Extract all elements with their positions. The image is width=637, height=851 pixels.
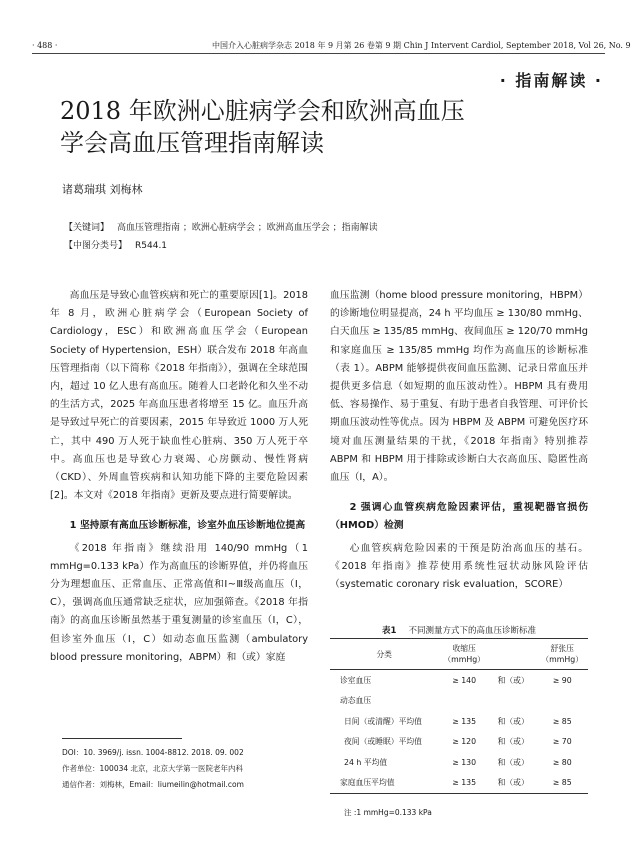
table-cell: 诊室血压 — [340, 675, 372, 685]
paragraph: 《2018 年指南》继续沿用 140/90 mmHg（1 mmHg=0.133 kPa）作为高血压的诊断界值，并仍将血压分为理想血压、正常血压、正常高值和Ⅰ~Ⅲ级高血压（Ⅰ，C），强调高血压通常缺乏症状，应加强筛查。《2018 年指南》的高血压诊断虽然基于重复测量的诊室血压（Ⅰ，C），但诊室外血压（Ⅰ，C）如动态血压监测（ambulatory blood pressure monitoring，ABPM）和（或）家庭 — [50, 542, 308, 663]
correspondence: 通信作者：刘梅林，Email：liumeilin@hotmail.com — [62, 780, 244, 789]
table-row — [330, 691, 588, 712]
table-cell: ≥ 85 — [536, 773, 588, 794]
table-cell: 24 h 平均值 — [344, 757, 388, 767]
table-row — [330, 773, 588, 794]
table-note: 注 :1 mmHg=0.133 kPa — [344, 808, 432, 817]
footnotes — [62, 745, 244, 793]
section-heading-1: 1 坚持原有高血压诊断标准，诊室外血压诊断地位提高 — [69, 520, 306, 532]
clc-label: 【中图分类号】 — [64, 241, 128, 251]
table-cell: 和（或） — [490, 773, 536, 794]
left-column — [50, 287, 308, 667]
right-column — [330, 287, 588, 594]
paragraph: 高血压是导致心血管疾病和死亡的重要原因[1]。2018 年 8 月，欧洲心脏病学会（European Society of Cardiology，ESC）和欧洲高血压学会（European Society of Hypertension，ESH）联合发布 2018 年高血压管理指南（以下简称《2018 年指南》），强调在全球范围内，超过 10 亿人患有高血压。随着人口老龄化和久坐不动的生活方式，2025 年高血压患者将增至 15 亿。血压升高是导致过早死亡的首要因素，2015 年导致近 1000 万人死亡，其中 490 万人死于缺血性心脏病、350 万人死于卒中。高血压也是导致心力衰竭、心房颤动、慢性肾病（CKD）、外周血管疾病和认知功能下降的主要危险因素[2]。本文对《2018 年指南》更新及要点进行简要解读。 — [50, 290, 308, 502]
table-title: 不同测量方式下的高血压诊断标准 — [408, 626, 536, 636]
table-row — [330, 670, 588, 691]
section-label: · 指南解读 · — [499, 71, 603, 90]
table-cell: ≥ 70 — [552, 737, 572, 747]
header-cell: 舒张压（mmHg） — [536, 639, 588, 670]
table-cell: ≥ 85 — [552, 716, 572, 726]
table-cell: ≥ 90 — [552, 675, 572, 685]
article-title — [60, 95, 580, 159]
table-cell: 和（或） — [497, 757, 529, 767]
table-cell: ≥ 130 — [452, 757, 477, 767]
table-cell: 夜间（或睡眠）平均值 — [344, 737, 422, 747]
table-row — [330, 752, 588, 773]
table-cell: ≥ 80 — [552, 757, 572, 767]
header-rule — [32, 53, 605, 54]
table-cell: 和（或） — [497, 675, 529, 685]
table-number: 表1 — [382, 626, 397, 636]
clc-text: R544.1 — [135, 241, 168, 251]
table-cell: 和（或） — [497, 716, 529, 726]
clc-row — [64, 237, 378, 255]
table-cell: ≥ 140 — [452, 675, 477, 685]
title-line-2: 学会高血压管理指南解读 — [60, 129, 324, 157]
paragraph: 心血管疾病危险因素的干预是防治高血压的基石。《2018 年指南》推荐使用系统性冠状动脉风险评估（systematic coronary risk evaluation，SCORE） — [330, 542, 588, 591]
table-cell — [438, 691, 490, 712]
running-header: 中国介入心脏病学杂志 2018 年 9 月第 26 卷第 9 期 Chin J Intervent Cardiol, September 2018, Vol 26, No. 9 — [212, 41, 631, 50]
header-cell — [490, 639, 536, 670]
table-cell: 动态血压 — [340, 696, 372, 706]
table-cell: ≥ 120 — [452, 737, 477, 747]
section-heading-2: 2 强调心血管疾病危险因素评估，重视靶器官损伤（HMOD）检测 — [330, 502, 588, 532]
table-row — [330, 711, 588, 732]
table-header-row — [330, 639, 588, 670]
authors: 诸葛瑞琪 刘梅林 — [62, 183, 143, 196]
keywords-text: 高血压管理指南 ；欧洲心脏病学会 ；欧洲高血压学会 ；指南解读 — [117, 223, 378, 233]
keywords-block — [64, 219, 378, 255]
keywords-row — [64, 219, 378, 237]
table-cell — [490, 691, 536, 712]
table-cell — [536, 691, 588, 712]
table-cell: 日间（或清醒）平均值 — [344, 716, 422, 726]
table-row — [330, 732, 588, 753]
table-cell: 和（或） — [497, 737, 529, 747]
table-cell: ≥ 135 — [452, 716, 477, 726]
diagnosis-table — [330, 638, 588, 794]
keywords-label: 【关键词】 — [64, 223, 110, 233]
affiliation: 作者单位：100034 北京，北京大学第一医院老年内科 — [62, 764, 244, 773]
page-number: · 488 · — [32, 41, 58, 50]
title-line-1: 2018 年欧洲心脏病学会和欧洲高血压 — [60, 97, 465, 125]
table-cell: 家庭血压平均值 — [330, 773, 438, 794]
footnote-rule — [62, 738, 182, 739]
table-caption — [330, 624, 588, 636]
paragraph: 血压监测（home blood pressure monitoring，HBPM）的诊断地位明显提高，24 h 平均血压 ≥ 130/80 mmHg、白天血压 ≥ 135/85 mmHg、夜间血压 ≥ 120/70 mmHg 和家庭血压 ≥ 135/85 mmHg 均作为高血压的诊断标准（表 1）。ABPM 能够提供夜间血压监测、记录日常血压并提供更多信息（如短期的血压波动性）。HBPM 具有费用低、容易操作、易于重复、有助于患者自我管理、可评价长期血压波动性等优点。因为 HBPM 及 ABPM 可避免医疗环境对血压测量结果的干扰，《2018 年指南》特别推荐 ABPM 和 HBPM 用于排除或诊断白大衣高血压、隐匿性高血压（Ⅰ，A）。 — [330, 290, 588, 484]
table-cell: ≥ 135 — [438, 773, 490, 794]
header-cell: 收缩压（mmHg） — [438, 639, 490, 670]
doi: DOI：10. 3969/j. issn. 1004-8812. 2018. 09. 002 — [62, 748, 244, 757]
header-cell: 分类 — [330, 639, 438, 670]
